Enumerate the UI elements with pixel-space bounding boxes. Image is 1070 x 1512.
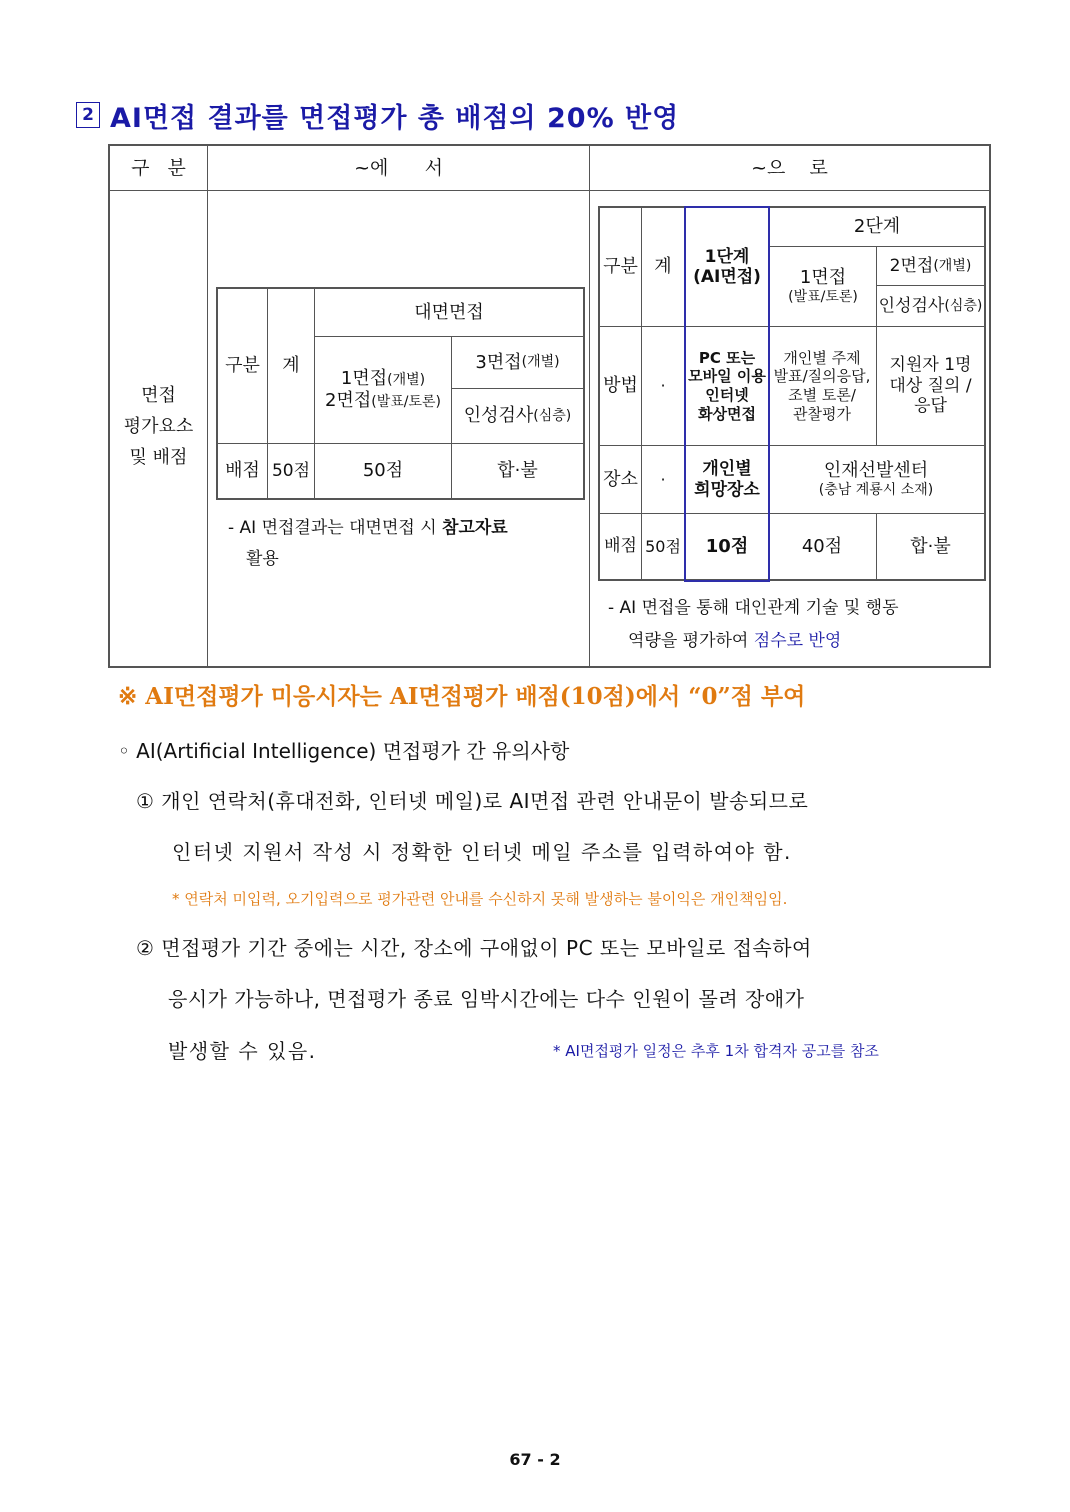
header-to: ~으 로 — [751, 156, 828, 179]
to-stage1: 1단계 (AI면접) — [693, 246, 761, 287]
from-personality-test: 인성검사 (심층) — [463, 405, 572, 427]
notice-item-1-note: * 연락처 미입력, 오기입력으로 평가관련 안내를 수신하지 못해 발생하는 불이익은 개인책임임. — [172, 890, 788, 908]
to-score-ai: 10점 — [705, 535, 749, 557]
notice-item-1-line-1: ① 개인 연락처(휴대전화, 인터넷 메일)로 AI면접 관련 안내문이 발송되므로 — [136, 789, 809, 813]
from-interview-3: 3면접 (개별) — [475, 351, 560, 373]
page-number: 67 - 2 — [509, 1450, 561, 1469]
section-number-box: 2 — [76, 102, 100, 128]
to-method-interview-1: 개인별 주제 발표/질의응답, 조별 토론/ 관찰평가 — [773, 348, 871, 423]
to-place-label: 장소 — [603, 468, 638, 490]
from-interview-1-2: 1면접(개별) 2면접(발표/토론) — [325, 368, 441, 411]
from-score-label: 배점 — [225, 460, 260, 482]
to-score-interview-1: 40점 — [801, 535, 843, 557]
to-method-interview-2: 지원자 1명 대상 질의 / 응답 — [889, 355, 972, 417]
header-category: 구 분 — [131, 156, 186, 179]
to-place-ai: 개인별 희망장소 — [694, 459, 760, 500]
notice-title: ◦ AI(Artificial Intelligence) 면접평가 간 유의사항 — [118, 739, 570, 763]
from-note: - AI 면접결과는 대면면접 시 참고자료 활용 — [228, 518, 508, 569]
from-score-pass: 합·불 — [497, 460, 538, 482]
to-place-center: 인재선발센터 (충남 계룡시 소재) — [818, 460, 934, 498]
notice-item-2-line-3: 발생할 수 있음. — [168, 1039, 317, 1063]
from-score-total: 50점 — [271, 460, 311, 481]
notice-item-2-note: * AI면접평가 일정은 추후 1차 합격자 공고를 참조 — [553, 1042, 879, 1060]
from-score-interview: 50점 — [362, 460, 404, 482]
notice-item-2-line-1: ② 면접평가 기간 중에는 시간, 장소에 구애없이 PC 또는 모바일로 접속하여 — [136, 936, 812, 960]
to-col-category: 구분 — [603, 256, 638, 278]
to-score-pass: 합·불 — [910, 535, 951, 557]
notice-item-1-line-2: 인터넷 지원서 작성 시 정확한 인터넷 메일 주소를 입력하여야 함. — [172, 840, 792, 864]
to-interview-2: 2면접 (개별) — [889, 255, 972, 276]
notice-item-2-line-2: 응시가 가능하나, 면접평가 종료 임박시간에는 다수 인원이 몰려 장애가 — [168, 987, 805, 1011]
section-heading — [76, 98, 679, 132]
to-stage2: 2단계 — [853, 216, 901, 238]
row-label: 면접 평가요소 및 배점 — [123, 385, 194, 468]
to-method-label: 방법 — [603, 375, 638, 397]
to-note: - AI 면접을 통해 대인관계 기술 및 행동 역량을 평가하여 점수로 반영 — [608, 598, 899, 651]
to-method-total: · — [660, 376, 666, 396]
from-group-face-interview: 대면면접 — [414, 301, 484, 323]
to-score-label: 배점 — [604, 536, 637, 557]
section-title: AI면접 결과를 면접평가 총 배점의 20% 반영 — [110, 102, 680, 134]
to-place-total: · — [660, 469, 666, 489]
from-col-total: 계 — [282, 355, 300, 377]
to-score-total: 50점 — [645, 536, 681, 556]
to-interview-1: 1면접 (발표/토론) — [788, 267, 858, 305]
warning-text: ※ AI면접평가 미응시자는 AI면접평가 배점(10점)에서 “0”점 부여 — [118, 683, 806, 710]
from-col-category: 구분 — [225, 355, 260, 377]
to-method-ai: PC 또는 모바일 이용 인터넷 화상면접 — [688, 348, 766, 423]
to-col-total: 계 — [654, 256, 672, 278]
header-from: ~에 서 — [354, 156, 443, 179]
to-personality-test: 인성검사 (심층) — [878, 295, 983, 316]
